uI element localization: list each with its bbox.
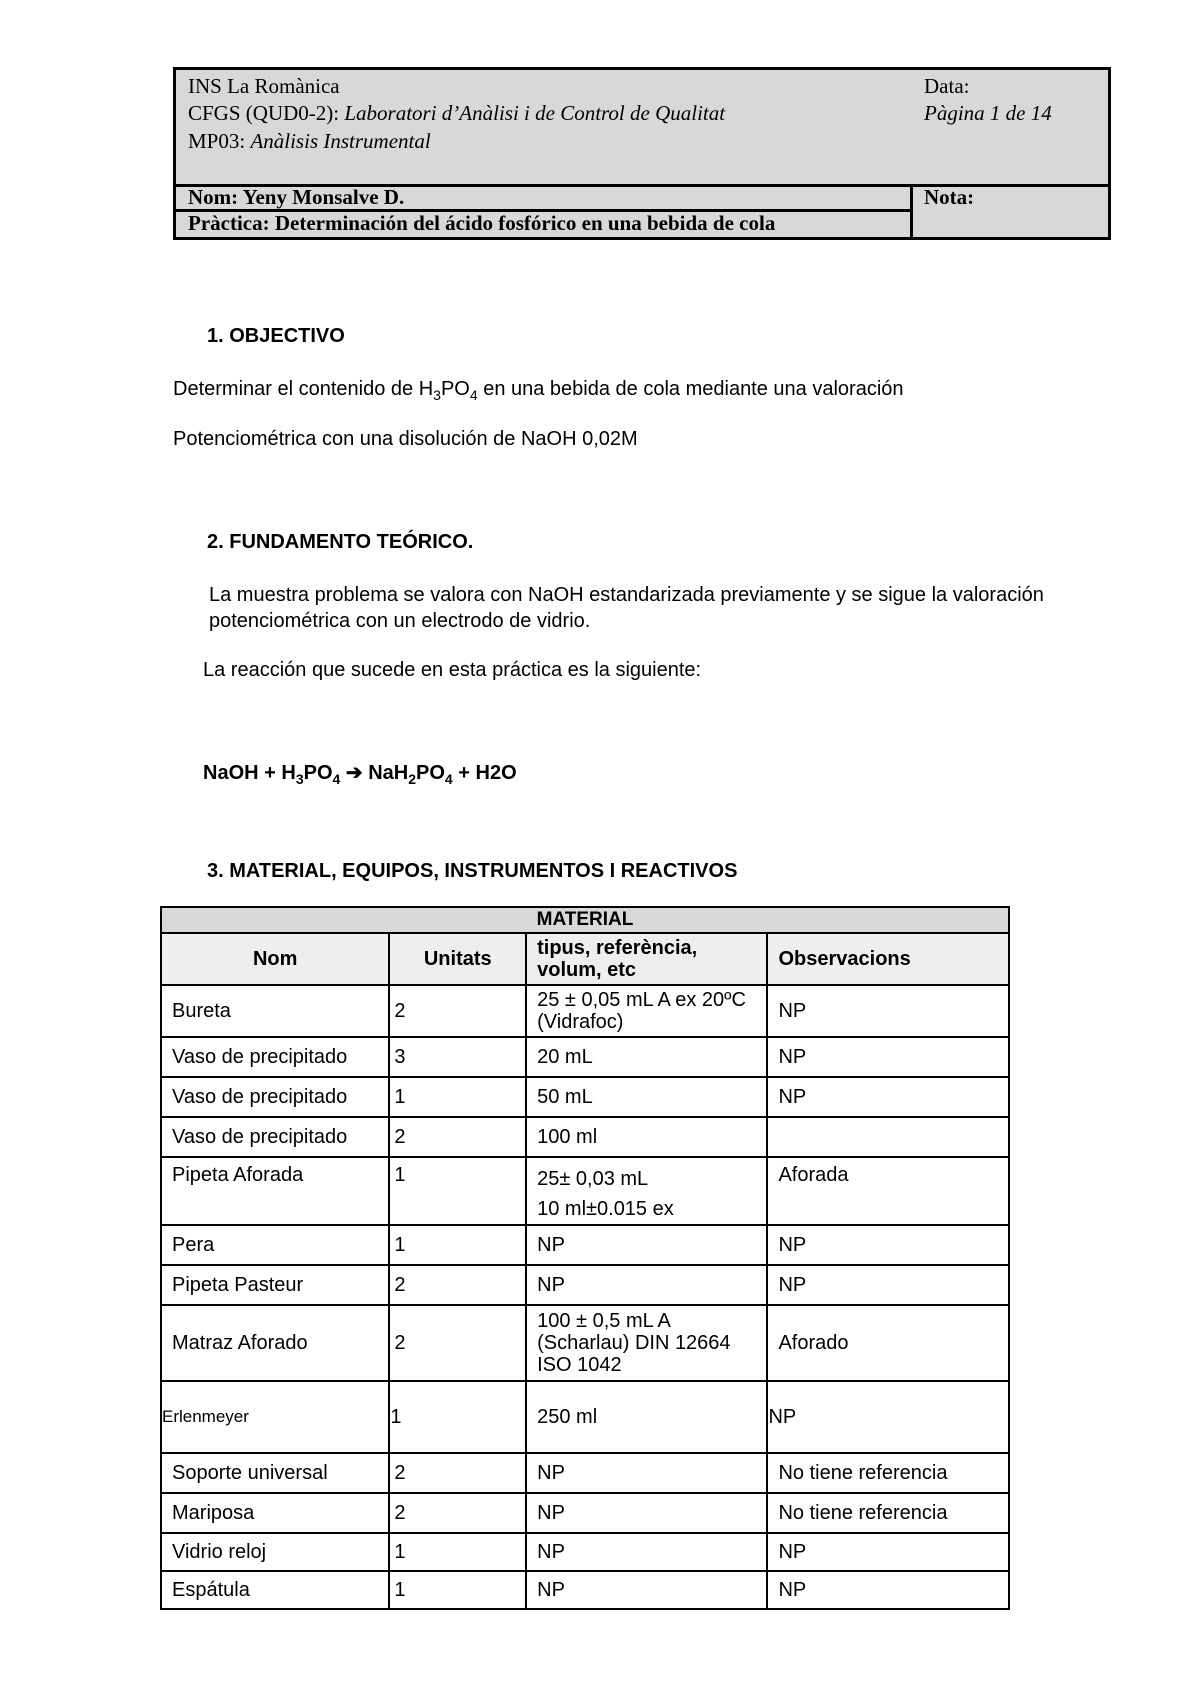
section-3-title: 3. MATERIAL, EQUIPOS, INSTRUMENTOS I REACTIVOS (207, 860, 738, 882)
practice-cell (176, 212, 913, 237)
text-fragment: + H2O (452, 762, 517, 784)
column-header: Observacions (767, 933, 1009, 985)
table-cell: NP (767, 1571, 1009, 1609)
subscript: 3 (295, 771, 304, 787)
table-cell: 2 (389, 1453, 526, 1493)
text-fragment: PO (303, 762, 333, 784)
reaction-equation (203, 761, 517, 791)
table-cell: 2 (389, 1117, 526, 1157)
table-caption: MATERIAL (161, 907, 1009, 933)
date-label: Data: (924, 74, 970, 98)
table-cell: NP (767, 1533, 1009, 1571)
table-cell: 2 (389, 1493, 526, 1533)
student-name: Nom: Yeny Monsalve D. (188, 185, 405, 209)
document-header (173, 67, 1111, 240)
table-cell: NP (526, 1571, 767, 1609)
table-cell: Aforada (767, 1157, 1009, 1225)
table-row (161, 1037, 1009, 1077)
table-cell: 1 (389, 1381, 526, 1453)
module-line (188, 127, 431, 155)
subscript: 4 (332, 771, 341, 787)
table-cell: 50 mL (526, 1077, 767, 1117)
reaction-intro: La reacción que sucede en esta práctica es la siguiente: (203, 659, 702, 681)
table-cell: 1 (389, 1533, 526, 1571)
table-row (161, 1305, 1009, 1381)
text-fragment: PO (416, 762, 445, 784)
table-cell: Vaso de precipitado (161, 1077, 389, 1117)
table-cell: NP (767, 985, 1009, 1037)
table-cell: 2 (389, 1305, 526, 1381)
text-fragment: PO (440, 378, 470, 400)
course-name: Laboratori d’Anàlisi i de Control de Qualitat (344, 101, 726, 125)
column-header: tipus, referència, volum, etc (526, 933, 767, 985)
table-cell: NP (767, 1225, 1009, 1265)
table-cell: Mariposa (161, 1493, 389, 1533)
practice-title: Pràctica: Determinación del ácido fosfórico en una bebida de cola (188, 211, 776, 235)
arrow-icon: ➔ (340, 762, 369, 784)
table-cell: NP (526, 1493, 767, 1533)
table-cell: NP (767, 1381, 1009, 1453)
module-prefix: MP03: (188, 129, 251, 153)
table-cell: Matraz Aforado (161, 1305, 389, 1381)
header-info (176, 70, 1108, 187)
text-fragment: NaH (368, 762, 409, 784)
theory-paragraph-line-1: La muestra problema se valora con NaOH estandarizada previamente y se sigue la valoración (209, 584, 1044, 606)
subscript: 2 (408, 771, 416, 787)
table-cell: 1 (389, 1077, 526, 1117)
table-row (161, 1533, 1009, 1571)
table-cell: Pera (161, 1225, 389, 1265)
text-fragment: en una bebida de cola mediante una valoración (477, 378, 904, 400)
table-cell: NP (526, 1265, 767, 1305)
table-row (161, 1117, 1009, 1157)
table-cell: Soporte universal (161, 1453, 389, 1493)
grade-label: Nota: (924, 185, 975, 209)
pipeta-spec-1: 25± 0,03 mL (537, 1168, 649, 1190)
objective-line-1 (173, 377, 904, 407)
table-cell: 1 (389, 1571, 526, 1609)
table-cell: NP (526, 1533, 767, 1571)
objective-line-2: Potenciométrica con una disolución de NaOH 0,02M (173, 428, 638, 450)
text-fragment: NaOH + H (203, 762, 296, 784)
table-cell: Bureta (161, 985, 389, 1037)
table-cell (526, 1157, 767, 1225)
table-row (161, 1265, 1009, 1305)
table-row (161, 1571, 1009, 1609)
table-cell: 2 (389, 1265, 526, 1305)
table-row (161, 1493, 1009, 1533)
table-cell: Erlenmeyer (161, 1381, 389, 1453)
table-cell (767, 1117, 1009, 1157)
pipeta-spec-2: 10 ml±0.015 ex (537, 1198, 674, 1220)
course-line (188, 99, 725, 127)
material-table (160, 906, 1010, 1610)
text-fragment: Determinar el contenido de H (173, 378, 434, 400)
section-1-title: 1. OBJECTIVO (207, 325, 345, 347)
table-cell: Aforado (767, 1305, 1009, 1381)
table-cell: Pipeta Pasteur (161, 1265, 389, 1305)
table-cell: No tiene referencia (767, 1453, 1009, 1493)
table-cell: 1 (389, 1225, 526, 1265)
table-cell: 1 (389, 1157, 526, 1225)
table-row (161, 1381, 1009, 1453)
table-cell: NP (767, 1077, 1009, 1117)
table-cell: 3 (389, 1037, 526, 1077)
table-row (161, 1077, 1009, 1117)
table-cell: 100 ml (526, 1117, 767, 1157)
column-header: Unitats (389, 933, 526, 985)
table-cell: NP (767, 1265, 1009, 1305)
column-header: Nom (161, 933, 389, 985)
page-number-line (924, 99, 1052, 127)
theory-paragraph-line-2: potenciométrica con un electrodo de vidrio. (209, 610, 591, 632)
table-cell: Vaso de precipitado (161, 1037, 389, 1077)
student-name-cell (176, 184, 913, 212)
page-number: Pàgina 1 de 14 (924, 101, 1052, 125)
module-name: Anàlisis Instrumental (250, 129, 431, 153)
table-caption-row (161, 907, 1009, 933)
table-cell: 25 ± 0,05 mL A ex 20ºC (Vidrafoc) (526, 985, 767, 1037)
subscript: 4 (469, 387, 478, 403)
table-cell: Vaso de precipitado (161, 1117, 389, 1157)
subscript: 3 (433, 387, 441, 403)
table-cell: 2 (389, 985, 526, 1037)
table-cell: NP (767, 1037, 1009, 1077)
table-cell: NP (526, 1225, 767, 1265)
section-2-title: 2. FUNDAMENTO TEÓRICO. (207, 531, 474, 553)
subscript: 4 (444, 771, 453, 787)
table-cell: NP (526, 1453, 767, 1493)
table-cell: 250 ml (526, 1381, 767, 1453)
table-cell: Pipeta Aforada (161, 1157, 389, 1225)
table-header-row (161, 933, 1009, 985)
table-row (161, 1157, 1009, 1225)
table-row (161, 1225, 1009, 1265)
table-cell: Vidrio reloj (161, 1533, 389, 1571)
table-cell: 100 ± 0,5 mL A (Scharlau) DIN 12664 ISO 1042 (526, 1305, 767, 1381)
institution: INS La Romànica (188, 74, 340, 98)
table-cell: No tiene referencia (767, 1493, 1009, 1533)
course-prefix: CFGS (QUD0-2): (188, 101, 345, 125)
table-cell: Espátula (161, 1571, 389, 1609)
table-row (161, 1453, 1009, 1493)
table-cell: 20 mL (526, 1037, 767, 1077)
table-row (161, 985, 1009, 1037)
